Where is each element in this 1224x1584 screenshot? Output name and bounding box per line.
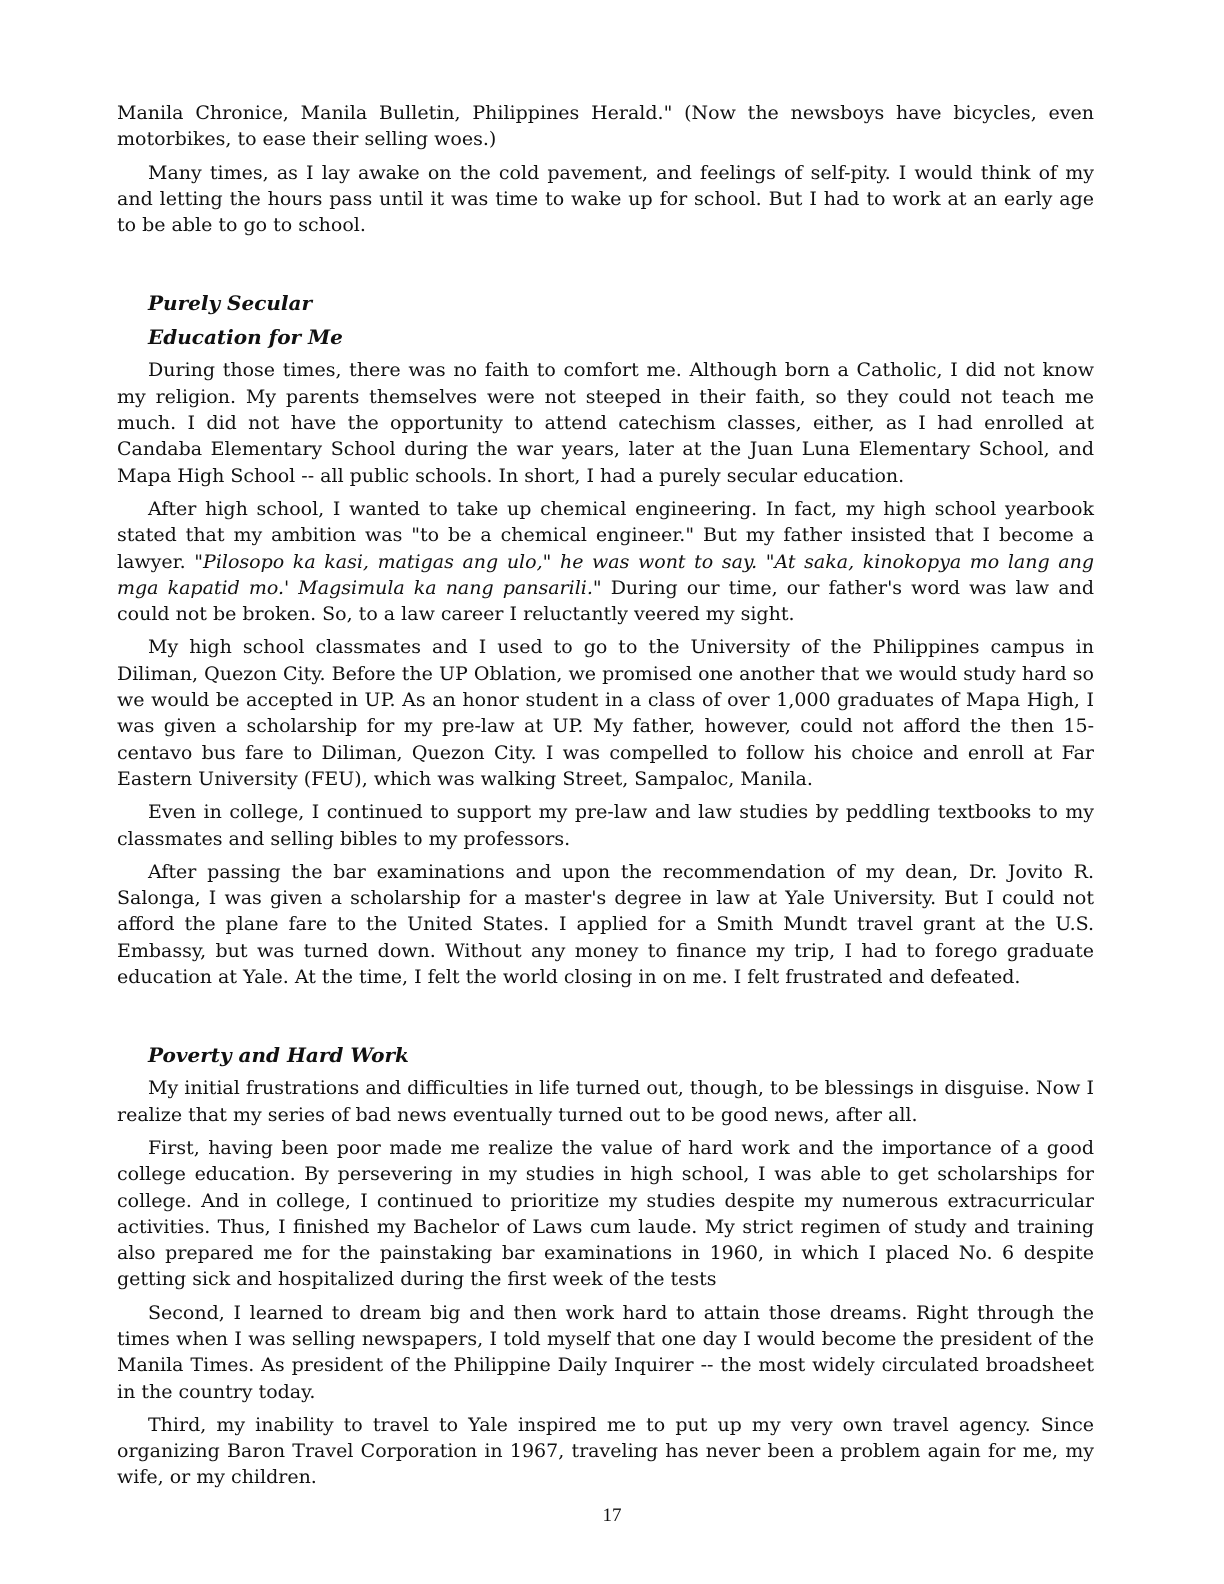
- tagalog-quote: Pilosopo ka kasi, matigas ang ulo," he was wont to say. "At saka, kinokopya mo lang ang mga kapatid mo.' Magsimula ka nang pansarili.": [117, 550, 1094, 599]
- page-body: [117, 100, 1094, 1498]
- secular-paragraph-1: During those times, there was no faith to comfort me. Although born a Catholic, I did not know my religion. My parents themselves were not steeped in their faith, so they could not teach me much. I did not have the opportunity to attend catechism classes, either, as I had enrolled at Candaba Elementary School during the war years, later at the Juan Luna Elementary School, and Mapa High School -- all public schools. In short, I had a purely secular education.: [117, 359, 1094, 487]
- section-heading-education-for-me: Education for Me: [148, 325, 343, 350]
- secular-paragraph-5: After passing the bar examinations and upon the recommendation of my dean, Dr. Jovito R. Salonga, I was given a scholarship for a master's degree in law at Yale University. But I could not afford the plane fare to the United States. I applied for a Smith Mundt travel grant at the U.S. Embassy, but was turned down. Without any money to finance my trip, I had to forego graduate education at Yale. At the time, I felt the world closing in on me. I felt frustrated and defeated.: [117, 860, 1094, 989]
- secular-paragraph-2: [117, 496, 1094, 627]
- poverty-paragraph-3: Second, I learned to dream big and then work hard to attain those dreams. Right through the times when I was selling newspapers, I told myself that one day I would become the president of the Manila Times. As president of the Philippine Daily Inquirer -- the most widely circulated broadsheet in the country today.: [117, 1301, 1094, 1403]
- section-spacer: [117, 997, 1094, 1041]
- intro-paragraph-2: Many times, as I lay awake on the cold pavement, and feelings of self-pity. I would think of my and letting the hours pass until it was time to wake up for school. But I had to work at an early age to be able to go to school.: [117, 161, 1094, 237]
- section-spacer: [117, 245, 1094, 289]
- poverty-paragraph-4: Third, my inability to travel to Yale inspired me to put up my very own travel agency. Since organizing Baron Travel Corporation in 1967, traveling has never been a problem again for me, my wife, or my children.: [117, 1413, 1094, 1489]
- section-heading-poverty-and-hard-work: Poverty and Hard Work: [148, 1043, 409, 1068]
- poverty-paragraph-1: My initial frustrations and difficulties in life turned out, though, to be blessings in disguise. Now I realize that my series of bad news eventually turned out to be good news, after all.: [117, 1077, 1094, 1126]
- intro-paragraph-1: Manila Chronice, Manila Bulletin, Philippines Herald." (Now the newsboys have bicycles, even motorbikes, to ease their selling woes.): [117, 102, 1094, 151]
- page-number: 17: [602, 1505, 622, 1526]
- section-heading-purely-secular: Purely Secular: [148, 291, 313, 316]
- secular-paragraph-3: My high school classmates and I used to go to the University of the Philippines campus in Diliman, Quezon City. Before the UP Oblation, we promised one another that we would study hard so we would be accepted in UP. As an honor student in a class of over 1,000 graduates of Mapa High, I was given a scholarship for my pre-law at UP. My father, however, could not afford the then 15-centavo bus fare to Diliman, Quezon City. I was compelled to follow his choice and enroll at Far Eastern University (FEU), which was walking Street, Sampaloc, Manila.: [117, 636, 1094, 790]
- secular-paragraph-2-end: During our time, our father's word was law and could not be broken. So, to a law career I reluctantly veered my sight.: [117, 576, 1094, 626]
- secular-paragraph-2-start: After high school, I wanted to take up chemical engineering. In fact, my high school yearbook stated that my ambition was "to be a chemical engineer." But my father insisted that I become a lawyer. ": [117, 497, 1094, 573]
- secular-paragraph-4: Even in college, I continued to support my pre-law and law studies by peddling textbooks to my classmates and selling bibles to my professors.: [117, 801, 1094, 850]
- poverty-paragraph-2: First, having been poor made me realize the value of hard work and the importance of a good college education. By persevering in my studies in high school, I was able to get scholarships for college. And in college, I continued to prioritize my studies despite my numerous extracurricular activities. Thus, I finished my Bachelor of Laws cum laude. My strict regimen of study and training also prepared me for the painstaking bar examinations in 1960, in which I placed No. 6 despite getting sick and hospitalized during the first week of the tests: [117, 1136, 1094, 1291]
